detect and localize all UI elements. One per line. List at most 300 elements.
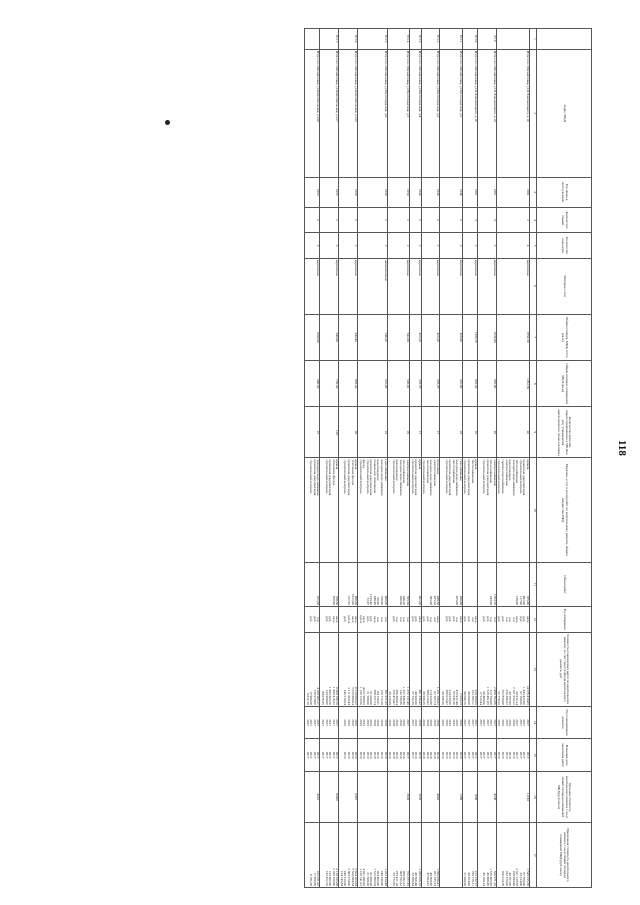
- cell-line: 48 500,00: [414, 872, 419, 886]
- cell-line: 2019: [448, 719, 453, 726]
- cell-line: 313 760,00: [489, 689, 494, 705]
- cell-line: 2017: [324, 751, 329, 759]
- limit-cost-cell: [421, 822, 440, 887]
- column-number: 1: [530, 29, 537, 50]
- cell-line: 1 102 424,40: [383, 868, 388, 886]
- column-header: Адрес МКД: [537, 49, 592, 177]
- cell-line: кв.м: [372, 616, 377, 623]
- column-header: Количество жителей, зарегистрированных в МКД на дату утверждения краткосрочного плана (человек): [537, 407, 592, 458]
- cell-line: руб.: [425, 616, 430, 623]
- cell-line: 2017: [518, 751, 523, 759]
- cell-line: руб.: [497, 616, 502, 623]
- cell-line: 1 268 628,33: [417, 868, 422, 886]
- cell-line: п.м: [395, 616, 400, 622]
- cell-line: 2019: [504, 719, 509, 726]
- works-cell: [305, 458, 320, 562]
- entrances-cell: 3: [305, 233, 320, 259]
- cell-line: 2019: [511, 751, 516, 759]
- volume-cell: [410, 562, 422, 606]
- cell-line: руб.: [448, 616, 453, 623]
- entrances-cell: 2: [387, 233, 409, 259]
- floors-cell: 2: [320, 207, 339, 233]
- cost-cell: [410, 632, 422, 706]
- cell-line: кв.м: [436, 616, 441, 623]
- cell-line: руб.: [343, 616, 348, 623]
- cell-line: 2017: [489, 719, 494, 726]
- table-row: [462, 29, 477, 888]
- cell-line: 2017: [478, 751, 483, 759]
- cell-line: 2017: [492, 719, 497, 726]
- cell-line: 2019: [455, 719, 460, 726]
- specific-cost-cell: 8361: [339, 771, 358, 822]
- cell-line: руб.: [444, 616, 449, 623]
- cell-line: 95 945,20: [451, 691, 456, 705]
- year-cell: 1956: [358, 177, 388, 207]
- column-number: 10: [530, 458, 537, 562]
- column-header: Предельная стоимость капитального ремонта 1 кв.м общей площади помещений МКД (руб./кв.м): [537, 822, 592, 887]
- cell-line: 2017: [467, 719, 471, 726]
- entrances-cell: 3: [320, 233, 339, 259]
- cell-line: 661 338,42: [417, 689, 422, 705]
- total-area-cell: 2552,50: [496, 314, 529, 360]
- cell-line: кв.м: [458, 616, 463, 623]
- cell-line: 4 021 988,63: [362, 687, 367, 705]
- cell-line: газоснабжение: [383, 459, 388, 481]
- cell-line: 2018: [417, 751, 422, 759]
- cell-line: 491,00: [417, 595, 422, 606]
- cell-line: кровля: [335, 459, 340, 470]
- cell-line: 2019: [448, 751, 453, 759]
- cell-line: 2017: [492, 751, 497, 759]
- floors-cell: 2: [305, 207, 320, 233]
- end-date-cell: [387, 739, 409, 772]
- cell-line: п.м: [376, 616, 381, 622]
- year-cell: 1955: [320, 177, 339, 207]
- row-number: 67.13.: [410, 29, 422, 50]
- cell-line: 40 000,00: [467, 691, 471, 705]
- cell-line: строительный контроль: [410, 459, 415, 494]
- specific-cost-cell: 4902: [421, 771, 440, 822]
- limit-cost-cell: [462, 822, 477, 887]
- cell-line: утепление фасада: [350, 459, 355, 486]
- cost-cell: [358, 632, 388, 706]
- cell-line: строительный контроль: [422, 459, 427, 494]
- entrances-cell: 2: [462, 233, 477, 259]
- unit-cell: [462, 607, 477, 633]
- end-date-cell: [320, 739, 339, 772]
- cell-line: 252 859,00: [501, 689, 506, 705]
- cell-line: 455,00: [455, 595, 460, 606]
- year-cell: 1981: [496, 177, 529, 207]
- cell-line: руб.: [463, 616, 468, 623]
- cell-line: 2017: [482, 719, 487, 726]
- cell-line: 2019: [347, 751, 351, 759]
- works-cell: [339, 458, 358, 562]
- cell-line: куб.м: [347, 615, 351, 624]
- cost-cell: [462, 632, 477, 706]
- column-header: Стоимость планируемых работ по капитальному ремонту за счет средств фонда капитального ремонта, руб.: [537, 632, 592, 706]
- cell-line: кв.м: [362, 616, 367, 623]
- unit-cell: [387, 607, 409, 633]
- year-cell: 1961: [478, 177, 497, 207]
- address-cell: Итого по г.Михайловка, ул.Комсомольская, д.127: [320, 49, 339, 177]
- total-area-cell: 840,40: [339, 314, 358, 360]
- cell-line: строительный контроль: [358, 459, 363, 494]
- table-row: [358, 29, 388, 888]
- cell-line: 133 900,00: [324, 689, 329, 705]
- cell-line: 230 396,32: [504, 689, 509, 705]
- floors-cell: 2: [421, 207, 440, 233]
- volume-cell: [305, 562, 320, 606]
- cell-line: кв.м: [331, 616, 336, 623]
- plan-year-cell: [339, 706, 358, 739]
- cell-line: 2017: [316, 719, 321, 726]
- cell-line: 2017: [522, 719, 527, 726]
- unit-cell: [305, 607, 320, 633]
- cell-line: 2017: [489, 751, 494, 759]
- cell-line: кв.м: [354, 616, 359, 623]
- cell-line: руб.: [451, 616, 456, 623]
- row-number: 67.17.: [320, 29, 339, 50]
- cell-line: руб.: [369, 616, 374, 623]
- page-number: 118: [616, 440, 628, 456]
- cell-line: 2019: [501, 719, 506, 726]
- cell-line: газоснабжение: [458, 459, 463, 481]
- cell-line: 2019: [354, 719, 359, 726]
- cell-line: 190,00: [380, 595, 385, 606]
- premises-area-cell: 946,50: [305, 360, 320, 406]
- address-cell: Итого по г.Михайловка, ул.Комсомольская, д.125: [339, 49, 358, 177]
- cell-line: 249 519,94: [343, 689, 348, 705]
- volume-cell: [421, 562, 440, 606]
- column-header: Год планирования ремонта: [537, 706, 592, 739]
- cell-line: 84 678,35: [321, 691, 326, 705]
- floors-cell: 2: [358, 207, 388, 233]
- cell-line: 96,00: [376, 597, 381, 606]
- plan-year-cell: [358, 706, 388, 739]
- wall-material-cell: шлакоблочные: [358, 258, 388, 314]
- cell-line: руб.: [391, 616, 396, 623]
- cell-line: 2019: [508, 751, 513, 759]
- cell-line: 143 799,36: [398, 689, 403, 705]
- cell-line: п.м: [380, 616, 385, 622]
- cell-line: п.м: [398, 616, 403, 622]
- cell-line: кв.м: [474, 616, 479, 623]
- cell-line: 225 531,92: [316, 870, 321, 886]
- total-area-cell: 1034,80: [478, 314, 497, 360]
- cell-line: 29 388,64: [410, 872, 415, 886]
- cell-line: 2017: [406, 719, 410, 726]
- cell-line: 796 716,11: [470, 870, 475, 886]
- cell-line: 49 600,00: [485, 872, 490, 886]
- cell-line: водоотведение: [395, 459, 400, 481]
- cell-line: 36 588,26: [441, 691, 446, 705]
- cell-line: 1 515 860,04: [372, 868, 377, 886]
- address-cell: Итого по г.Михайловка, ул.Волгоградская, д.5: [387, 49, 409, 177]
- cell-line: 2018: [432, 719, 437, 726]
- column-number-row: [530, 29, 537, 888]
- limit-cost-cell: [410, 822, 422, 887]
- cell-line: 568 257,74: [372, 689, 377, 705]
- cell-line: руб.: [522, 616, 527, 623]
- cell-line: 47 994,52: [425, 872, 430, 886]
- limit-cost-cell: [320, 822, 339, 887]
- cell-line: 2017: [331, 719, 336, 726]
- cell-line: проектная документация: [448, 459, 453, 496]
- premises-area-cell: 929,50: [462, 360, 477, 406]
- cell-line: 2017: [474, 719, 479, 726]
- row-number: 67.16.: [339, 29, 358, 50]
- entrances-cell: 2: [410, 233, 422, 259]
- cell-line: 2018: [429, 751, 434, 759]
- cell-line: п.м: [383, 616, 388, 622]
- cell-line: 660,00: [383, 595, 388, 606]
- limit-cost-cell: [305, 822, 320, 887]
- cell-line: 38 258,69: [388, 691, 393, 705]
- unit-cell: [410, 607, 422, 633]
- cell-line: 208 092,23: [402, 870, 407, 886]
- volume-cell: [478, 562, 497, 606]
- total-area-cell: 425,20: [421, 314, 440, 360]
- residents-cell: 45: [478, 407, 497, 458]
- cell-line: 2018: [391, 751, 396, 759]
- residents-cell: 23: [440, 407, 462, 458]
- cell-line: 1 578 805,96: [489, 868, 494, 886]
- address-cell: Итого по г.Михайловка, ул.Волгоградская, д.6: [358, 49, 388, 177]
- cell-line: 2017: [470, 751, 475, 759]
- cell-line: 2019: [441, 751, 446, 759]
- cell-line: 2 101 954,12: [511, 687, 516, 705]
- works-cell: [440, 458, 462, 562]
- address-cell: Итого по г.Михайловка, ул.Комсомольская, д.150: [305, 49, 320, 177]
- cell-line: 2018: [388, 719, 393, 726]
- cell-line: 2017: [515, 719, 520, 726]
- cell-line: 84 156,01: [376, 691, 381, 705]
- cell-line: теплоснабжение: [515, 459, 520, 484]
- cell-line: проектная документация: [347, 459, 351, 496]
- cell-line: 2017: [309, 719, 314, 726]
- cell-line: 133 422,32: [324, 870, 329, 886]
- cell-line: 2 108 528,00: [331, 868, 336, 886]
- cell-line: 43 707,09: [508, 691, 513, 705]
- cell-line: 2017: [316, 751, 321, 759]
- row-number: 67.9.: [478, 29, 497, 50]
- cell-line: 1229,40: [369, 593, 374, 606]
- cell-line: п.м: [316, 616, 321, 622]
- cell-line: 197,92: [347, 595, 351, 606]
- cell-line: 2017: [474, 751, 479, 759]
- cell-line: 43 707,09: [508, 872, 513, 886]
- residents-cell: 16: [462, 407, 477, 458]
- cell-line: холодное водоснабжение: [316, 459, 321, 496]
- cell-line: проектная документация: [312, 459, 317, 496]
- cell-line: 2019: [497, 751, 502, 759]
- cell-line: водоотведение: [376, 459, 381, 481]
- cell-line: электроснабжение: [406, 459, 410, 487]
- total-area-cell: 1009,80: [305, 314, 320, 360]
- end-date-cell: [358, 739, 388, 772]
- column-number: 9: [530, 407, 537, 458]
- cell-line: 2019: [458, 719, 463, 726]
- cell-line: 335,80: [526, 595, 530, 606]
- cell-line: холодное водоснабжение: [429, 459, 434, 496]
- cell-line: теплоснабжение: [425, 459, 430, 484]
- wall-material-cell: кирпичные: [320, 258, 339, 314]
- cell-line: 2018: [422, 751, 427, 759]
- cell-line: кв.м: [417, 616, 422, 623]
- cell-line: 7 063,23: [458, 692, 463, 705]
- cell-line: 2018: [398, 719, 403, 726]
- cell-line: 136 970,00: [312, 689, 317, 705]
- cell-line: 5 520 884,64: [350, 868, 355, 886]
- cell-line: 2017: [321, 751, 326, 759]
- cell-line: 2 468 762,00: [492, 687, 497, 705]
- row-number: [305, 29, 320, 50]
- cell-line: 6 716 694,52: [354, 687, 359, 705]
- cell-line: строительный контроль: [463, 459, 468, 494]
- cost-cell: [339, 632, 358, 706]
- cell-line: 2018: [376, 719, 381, 726]
- cell-line: проектная документация: [328, 459, 333, 496]
- cell-line: 1 139 141,01: [358, 868, 363, 886]
- specific-cost-cell: 4536: [478, 771, 497, 822]
- cell-line: 365,00: [429, 595, 434, 606]
- cell-line: п.м: [504, 616, 509, 622]
- cell-line: 2018: [395, 719, 400, 726]
- cell-line: 2017: [482, 751, 487, 759]
- year-cell: 1953: [305, 177, 320, 207]
- column-header: Объем работ: [537, 562, 592, 606]
- wall-material-cell: кирпичные: [387, 258, 409, 314]
- premises-area-cell: 520,02: [387, 360, 409, 406]
- cell-line: холодное водоснабжение: [398, 459, 403, 496]
- cell-line: теплоснабжение: [451, 459, 456, 484]
- cell-line: 2019: [362, 751, 367, 759]
- residents-cell: 17: [410, 407, 422, 458]
- limit-cost-cell: [387, 822, 409, 887]
- cell-line: 2019: [444, 719, 449, 726]
- cell-line: 33 254,00: [518, 872, 523, 886]
- cell-line: 2018: [372, 751, 377, 759]
- cell-line: 2017: [515, 751, 520, 759]
- total-area-cell: 542,30: [387, 314, 409, 360]
- cell-line: 2018: [380, 751, 385, 759]
- cell-line: кв.м: [350, 616, 355, 623]
- cell-line: строительный контроль: [343, 459, 348, 494]
- cell-line: кв.м: [526, 616, 530, 623]
- cell-line: 204 400,00: [376, 870, 381, 886]
- cell-line: 390,00: [398, 595, 403, 606]
- cell-line: строительный контроль: [444, 459, 449, 494]
- year-cell: 1961: [462, 177, 477, 207]
- volume-cell: [358, 562, 388, 606]
- cell-line: 2017: [485, 719, 490, 726]
- cell-line: фасад: [362, 459, 367, 468]
- cell-line: 21 500,00: [365, 691, 370, 705]
- end-date-cell: [421, 739, 440, 772]
- cell-line: руб.: [365, 616, 370, 623]
- cell-line: 117,00: [518, 595, 523, 606]
- floors-cell: 2: [496, 207, 529, 233]
- cell-line: 256 094,48: [511, 870, 516, 886]
- cell-line: 2017: [305, 719, 310, 726]
- cell-line: отопление: [436, 459, 441, 475]
- cell-line: 2019: [350, 751, 355, 759]
- cell-line: руб.: [467, 616, 471, 623]
- wall-material-cell: кирпичные: [410, 258, 422, 314]
- residents-cell: 28: [339, 407, 358, 458]
- table-row: [440, 29, 462, 888]
- cell-line: 1 445 422,00: [522, 687, 527, 705]
- specific-cost-cell: 3929: [387, 771, 409, 822]
- cell-line: 2018: [425, 719, 430, 726]
- column-header: Плановая дата окончания работ: [537, 739, 592, 772]
- cell-line: 2017: [518, 719, 523, 726]
- premises-area-cell: 391,09: [440, 360, 462, 406]
- works-cell: [358, 458, 388, 562]
- cell-line: холодное водоснабжение: [511, 459, 516, 496]
- cell-line: 2 111 604,44: [347, 687, 351, 705]
- cell-line: 664 795,32: [398, 870, 403, 886]
- cell-line: 2019: [458, 751, 463, 759]
- end-date-cell: [410, 739, 422, 772]
- plan-year-cell: [320, 706, 339, 739]
- cell-line: 98 080,79: [463, 691, 468, 705]
- entrances-cell: 2: [440, 233, 462, 259]
- cell-line: холодное водоснабжение: [380, 459, 385, 496]
- table-row: [478, 29, 497, 888]
- unit-cell: [440, 607, 462, 633]
- cell-line: 2017: [335, 719, 340, 726]
- cell-line: 17 900,00: [309, 691, 314, 705]
- unit-cell: [320, 607, 339, 633]
- cost-cell: [387, 632, 409, 706]
- volume-cell: [320, 562, 339, 606]
- cell-line: проектная документация: [522, 459, 527, 496]
- cell-line: 2017: [321, 719, 326, 726]
- cell-line: 2017: [526, 719, 530, 726]
- cell-line: проектная документация: [369, 459, 374, 496]
- cost-cell: [478, 632, 497, 706]
- cell-line: 36 588,26: [422, 691, 427, 705]
- cell-line: п.м: [511, 616, 516, 622]
- cell-line: 870,00: [331, 595, 336, 606]
- cell-line: электроснабжение: [432, 459, 437, 487]
- cell-line: проектная документация: [485, 459, 490, 496]
- address-cell: Итого по г.Михайловка, ул.Б.Хмельницкого, д.16: [462, 49, 477, 177]
- table-row: [305, 29, 320, 888]
- cell-line: 2019: [497, 719, 502, 726]
- cell-line: 2018: [391, 719, 396, 726]
- plan-year-cell: [387, 706, 409, 739]
- unit-cell: [339, 607, 358, 633]
- cell-line: куб.м: [358, 615, 363, 624]
- cell-line: 2019: [369, 751, 374, 759]
- cell-line: 2019: [444, 751, 449, 759]
- address-cell: Итого по г.Михайловка, ул.Волгоградская, д.2: [440, 49, 462, 177]
- cell-line: 1072,00: [350, 593, 355, 606]
- column-header: [537, 29, 592, 50]
- cell-line: 2017: [328, 719, 333, 726]
- cell-line: 2017: [485, 751, 490, 759]
- table-row: [387, 29, 409, 888]
- plan-year-cell: [440, 706, 462, 739]
- cell-line: 2017: [305, 751, 310, 759]
- cell-line: 4 160 905,11: [316, 687, 321, 705]
- table-body: [305, 29, 530, 888]
- cell-line: 138,00: [515, 595, 520, 606]
- table-row: [339, 29, 358, 888]
